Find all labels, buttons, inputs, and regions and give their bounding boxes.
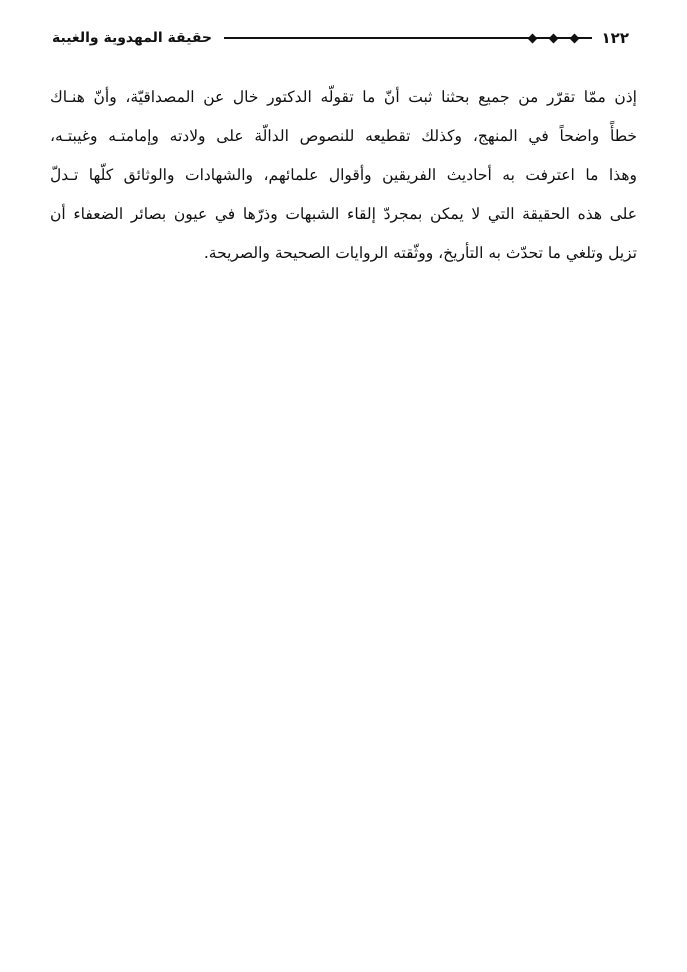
book-title: حقيقة المهدوية والغيبة	[52, 30, 212, 46]
page-number: ١٢٢	[601, 28, 629, 47]
text-line: على هذه الحقيقة التي لا يمكن بمجردّ إلقاء الشبهات وذرّها في عيون بصائر الضعفاء أن	[50, 205, 637, 223]
running-header	[52, 24, 629, 52]
text-line: تزيل وتلغي ما تحدّث به التأريخ، ووثّقته الروايات الصحيحة والصريحة.	[203, 244, 637, 262]
body-paragraph	[50, 78, 637, 273]
text-line: خطأً واضحاً في المنهج، وكذلك تقطيعه للنصوص الدالّة على ولادته وإمامتـه وغيبتـه،	[50, 127, 637, 145]
diamond-ornament-icon	[548, 33, 558, 43]
text-line: إذن ممّا تقرّر من جميع بحثنا ثبت أنّ ما تقولّه الدكتور خال عن المصداقيّة، وأنّ هنـاك	[50, 88, 637, 106]
diamond-ornament-icon	[527, 33, 537, 43]
header-ornament-rule	[224, 33, 592, 43]
text-line: وهذا ما اعترفت به أحاديث الفريقين وأقوال علمائهم، والشهادات والوثائق كلّها تـدلّ	[50, 166, 637, 184]
diamond-ornament-icon	[569, 33, 579, 43]
header-rule-line	[224, 37, 529, 39]
